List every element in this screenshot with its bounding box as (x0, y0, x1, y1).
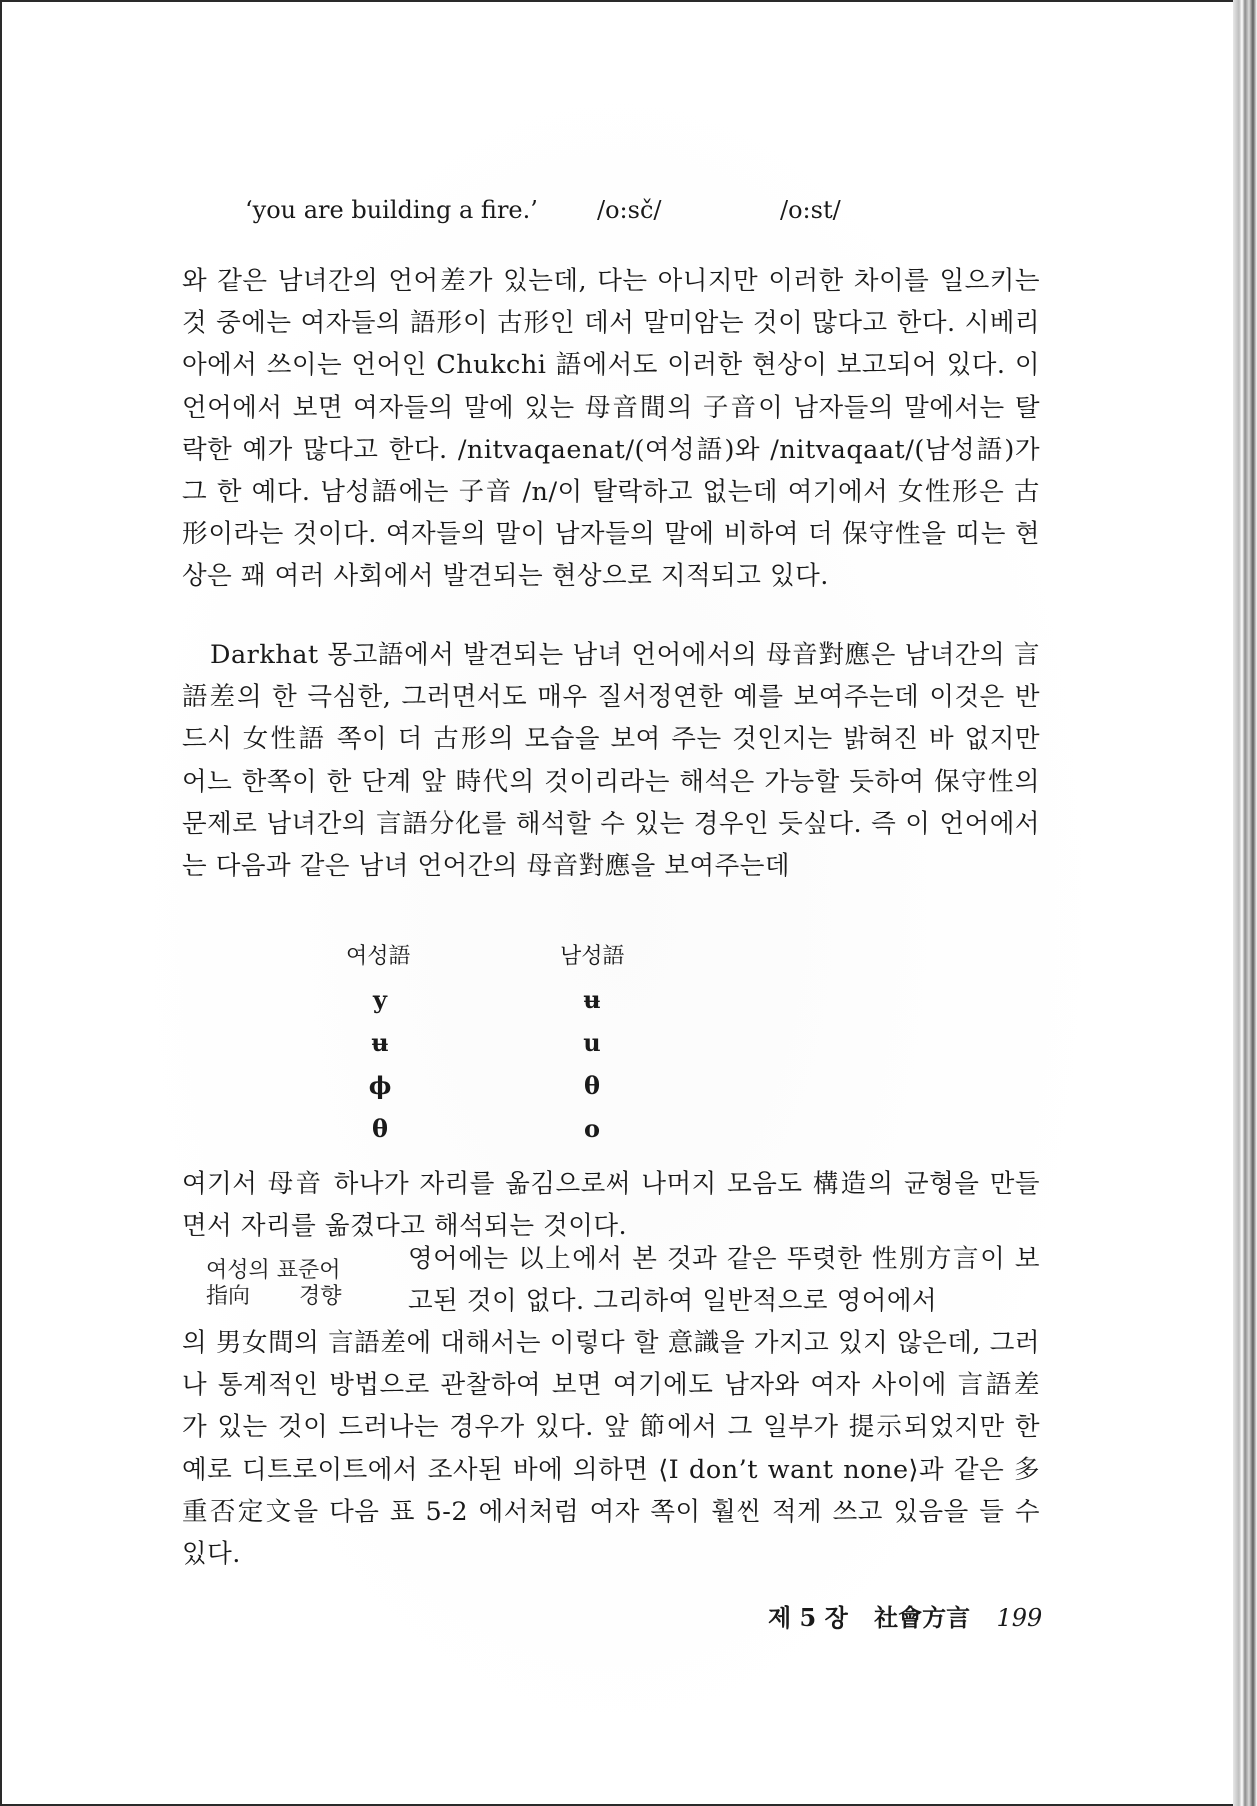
example-line (245, 192, 945, 228)
table-cell-female: y (373, 985, 387, 1014)
paragraph-vowel-shift: 여기서 母音 하나가 자리를 옮김으로써 나머지 모음도 構造의 균형을 만들면서 자리를 옮겼다고 해석되는 것이다. (182, 1169, 1040, 1242)
footer-chapter: 제 5 장 (768, 1603, 848, 1632)
side-heading-line2: 指向 경향 (206, 1284, 342, 1309)
table-header-female: 여성語 (346, 944, 411, 969)
example-female-form: /o:sč/ (597, 196, 662, 224)
side-heading (182, 1258, 382, 1310)
page-number: 199 (996, 1604, 1043, 1632)
table-cell-female: ʉ (371, 1028, 389, 1057)
paragraph-english-intro: 영어에는 以上에서 본 것과 같은 뚜렷한 性別方言이 보고된 것이 없다. 그리하여 일반적으로 영어에서 (408, 1244, 1040, 1317)
footer-chapter-title: 社會方言 (874, 1603, 971, 1632)
table-cell-female: θ (371, 1114, 388, 1143)
table-cell-male: ʉ (583, 985, 601, 1014)
paragraph-english-body: 의 男女間의 言語差에 대해서는 이렇다 할 意識을 가지고 있지 않은데, 그러나 통계적인 방법으로 관찰하여 보면 여기에도 남자와 여자 사이에 言語差가 있는 것이 드러나는 경우가 있다. 앞 節에서 그 일부가 提示되었지만 한 예로 디트로이트에서 조사된 바에 의하면 ⟨I don’t want none⟩과 같은 多重否定文을 다음 표 5-2 에서처럼 여자 쪽이 훨씬 적게 쓰고 있음을 들 수 있다. (182, 1328, 1040, 1570)
table-cell-female: ϕ (368, 1071, 392, 1100)
table-cell-male: u (583, 1028, 601, 1057)
paragraph-darkhat: Darkhat 몽고語에서 발견되는 남녀 언어에서의 母音對應은 남녀간의 言語差의 한 극심한, 그러면서도 매우 질서정연한 예를 보여주는데 이것은 반드시 女性語 쪽이 더 古形의 모습을 보여 주는 것인지는 밝혀진 바 없지만 어느 한쪽이 한 단계 앞 時代의 것이리라는 해석은 가능할 듯하여 保守性의 문제로 남녀간의 言語分化를 해석할 수 있는 경우인 듯싶다. 즉 이 언어에서는 다음과 같은 남녀 언어간의 母音對應을 보여주는데 (182, 640, 1040, 882)
example-male-form: /o:st/ (780, 196, 841, 224)
table-header-male: 남성語 (560, 944, 625, 969)
paragraph-chukchi: 와 같은 남녀간의 언어差가 있는데, 다는 아니지만 이러한 차이를 일으키는 것 중에는 여자들의 語形이 古形인 데서 말미암는 것이 많다고 한다. 시베리아에서 쓰이는 언어인 Chukchi 語에서도 이러한 현상이 보고되어 있다. 이 언어에서 보면 여자들의 말에 있는 母音間의 子音이 남자들의 말에서는 탈락한 예가 많다고 한다. /nitvaqaenat/(여성語)와 /nitvaqaat/(남성語)가 그 한 예다. 남성語에는 子音 /n/이 탈락하고 없는데 여기에서 女性形은 古形이라는 것이다. 여자들의 말이 남자들의 말에 비하여 더 保守性을 띠는 현상은 꽤 여러 사회에서 발견되는 현상으로 지적되고 있다. (182, 266, 1040, 592)
table-cell-male: o (583, 1114, 600, 1143)
table-cell-male: θ (583, 1071, 600, 1100)
page-footer (768, 1600, 1048, 1636)
side-heading-line1: 여성의 표준어 (206, 1258, 341, 1283)
example-gloss: ‘you are building a fire.’ (245, 196, 538, 224)
